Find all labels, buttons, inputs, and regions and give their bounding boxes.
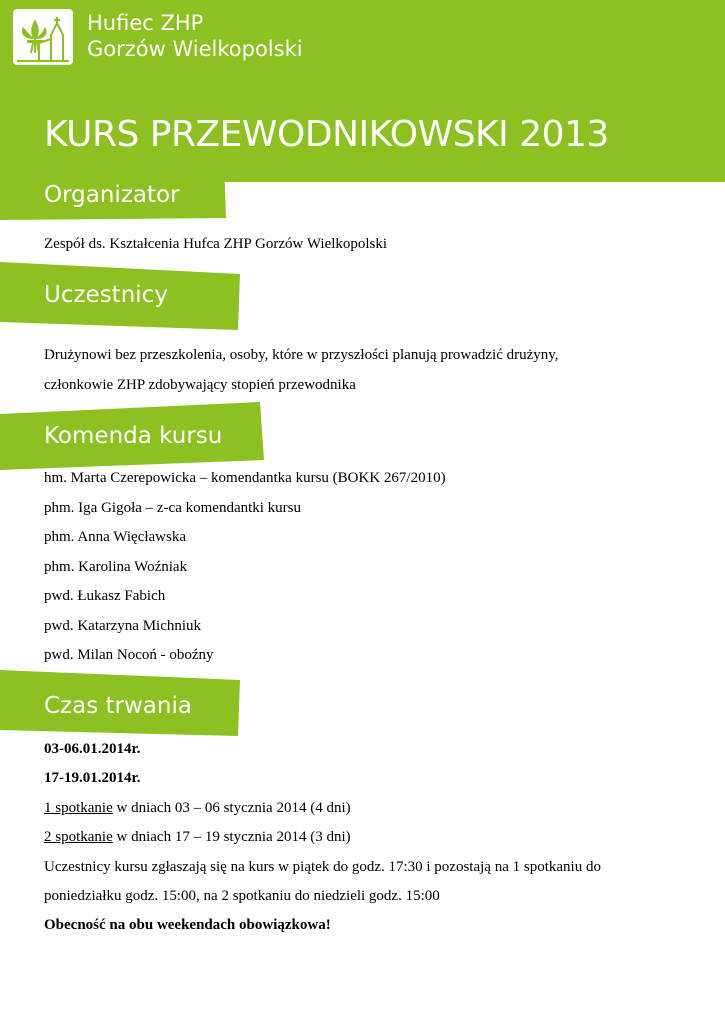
participants-line-2: członkowie ZHP zdobywający stopień przewodnika [44,377,356,393]
fleur-de-lis-church-icon [13,9,73,65]
meeting-2-label: 2 spotkanie [44,829,113,845]
info-line-1: Uczestnicy kursu zgłaszają się na kurs w piątek do godz. 17:30 i pozostają na 1 spotkaniu do [44,859,601,875]
organizer-text: Zespół ds. Kształcenia Hufca ZHP Gorzów Wielkopolski [44,236,388,252]
header-band [0,0,725,182]
meeting-1-line [44,799,351,817]
section-heading-staff: Komenda kursu [44,423,223,449]
section-heading-participants: Uczestnicy [44,282,168,308]
attendance-notice: Obecność na obu weekendach obowiązkowa! [44,917,331,933]
org-name [87,10,303,62]
staff-member: phm. Anna Więcławska [44,529,187,545]
info-line-2: poniedziałku godz. 15:00, na 2 spotkaniu do niedzieli godz. 15:00 [44,888,440,904]
org-line-2: Gorzów Wielkopolski [87,37,303,61]
org-line-1: Hufiec ZHP [87,11,204,35]
staff-member: pwd. Milan Nocoń - oboźny [44,647,214,663]
staff-member: pwd. Katarzyna Michniuk [44,618,202,634]
meeting-2-text: w dniach 17 – 19 stycznia 2014 (3 dni) [112,829,351,845]
staff-member: phm. Iga Gigoła – z-ca komendantki kursu [44,500,302,516]
meeting-2-line [44,828,351,846]
meeting-1-label: 1 spotkanie [44,800,113,816]
date-range-2: 17-19.01.2014r. [44,770,141,786]
date-range-1: 03-06.01.2014r. [44,741,141,757]
participants-line-1: Drużynowi bez przeszkolenia, osoby, które w przyszłości planują prowadzić drużyny, [44,347,559,363]
section-heading-duration: Czas trwania [44,693,192,719]
page-title: KURS PRZEWODNIKOWSKI 2013 [44,114,609,155]
staff-member: phm. Karolina Woźniak [44,559,188,575]
staff-member: pwd. Łukasz Fabich [44,588,166,604]
staff-member: hm. Marta Czerepowicka – komendantka kursu (BOKK 267/2010) [44,470,446,486]
section-heading-organizer: Organizator [44,182,180,208]
logo [13,9,73,65]
meeting-1-text: w dniach 03 – 06 stycznia 2014 (4 dni) [112,800,351,816]
